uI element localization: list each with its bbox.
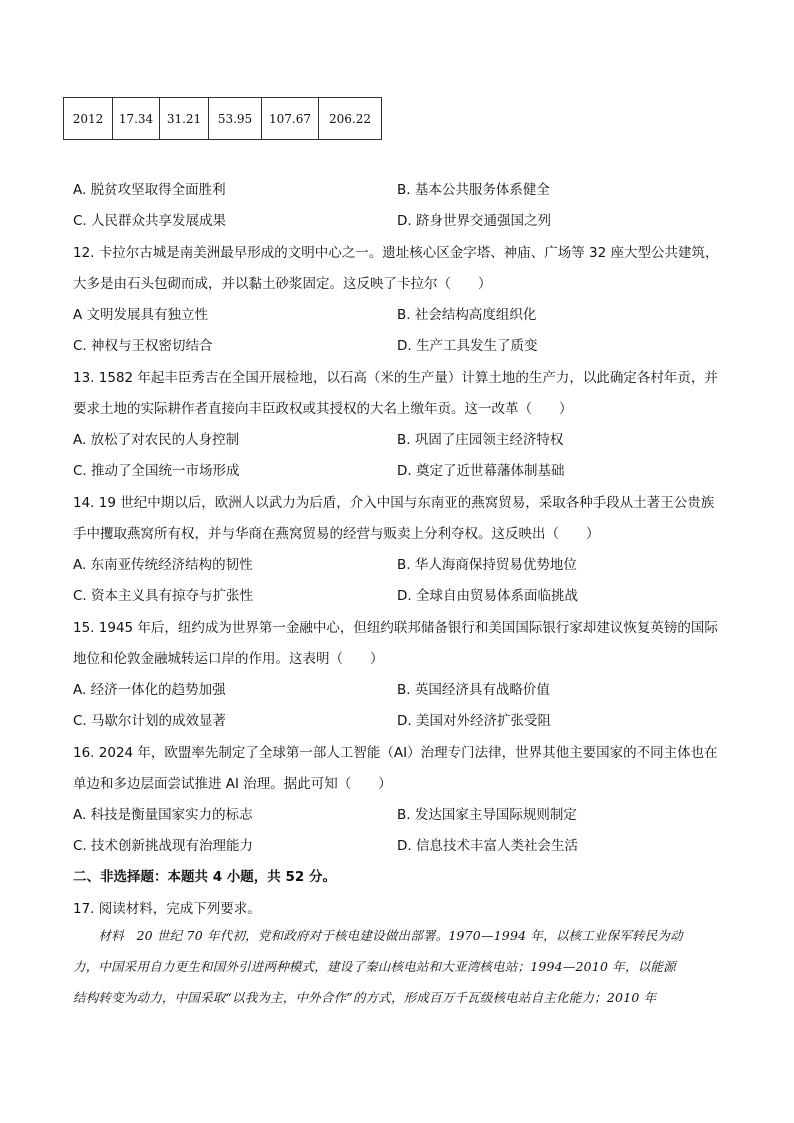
q16-option-d: D. 信息技术丰富人类社会生活 [397,838,578,854]
table-cell: 53.95 [209,98,262,140]
q13-option-b: B. 巩固了庄园领主经济特权 [397,432,564,448]
q14-option-d: D. 全球自由贸易体系面临挑战 [397,588,578,604]
q14-option-b: B. 华人海商保持贸易优势地位 [397,557,577,573]
q17-material [73,920,723,1013]
q12-option-c: C. 神权与王权密切结合 [73,338,213,354]
q16-stem-line1: 16. 2024 年，欧盟率先制定了全球第一部人工智能（AI）治理专门法律，世界其他主要国家的不同主体也在 [73,745,718,761]
q13-stem-line1: 13. 1582 年起丰臣秀吉在全国开展检地，以石高（米的生产量）计算土地的生产力，以此确定各村年贡，并 [73,370,718,386]
q12-stem-line2: 大多是由石头包砌而成，并以黏土砂浆固定。这反映了卡拉尔（ ） [73,276,492,292]
q15-option-d: D. 美国对外经济扩张受阻 [397,713,551,729]
q16-option-a: A. 科技是衡量国家实力的标志 [73,807,253,823]
q11-option-b: B. 基本公共服务体系健全 [397,182,550,198]
table-cell: 107.67 [262,98,319,140]
q12-option-d: D. 生产工具发生了质变 [397,338,538,354]
q11-option-a: A. 脱贫攻坚取得全面胜利 [73,182,226,198]
q12-option-b: B. 社会结构高度组织化 [397,307,537,323]
q14-stem-line2: 手中攫取燕窝所有权，并与华商在燕窝贸易的经营与贩卖上分利夺权。这反映出（ ） [73,526,600,542]
q12-stem-line1: 12. 卡拉尔古城是南美洲最早形成的文明中心之一。遗址核心区金字塔、神庙、广场等 32 座大型公共建筑， [73,245,719,261]
q14-option-a: A. 东南亚传统经济结构的韧性 [73,557,253,573]
q15-option-c: C. 马歇尔计划的成效显著 [73,713,227,729]
table-cell: 206.22 [319,98,382,140]
q16-stem-line2: 单边和多边层面尝试推进 AI 治理。据此可知（ ） [73,776,392,792]
q11-option-d: D. 跻身世界交通强国之列 [397,213,551,229]
material-line: 材料 20 世纪 70 年代初，党和政府对于核电建设做出部署。1970—1994 年，以核工业保军转民为动 [73,928,683,943]
q11-option-c: C. 人民群众共享发展成果 [73,213,227,229]
q12-option-a: A 文明发展具有独立性 [73,307,209,323]
section-heading: 二、非选择题：本题共 4 小题，共 52 分。 [73,869,336,885]
q13-option-c: C. 推动了全国统一市场形成 [73,463,240,479]
material-line: 结构转变为动力，中国采取“以我为主，中外合作”的方式，形成百万千瓦级核电站自主化能力；2010 年 [73,990,657,1005]
q13-stem-line2: 要求土地的实际耕作者直接向丰臣政权或其授权的大名上缴年贡。这一改革（ ） [73,401,573,417]
q17-intro: 17. 阅读材料，完成下列要求。 [73,901,261,917]
q13-option-a: A. 放松了对农民的人身控制 [73,432,240,448]
q13-option-d: D. 奠定了近世幕藩体制基础 [397,463,565,479]
q16-option-b: B. 发达国家主导国际规则制定 [397,807,577,823]
q14-stem-line1: 14. 19 世纪中期以后，欧洲人以武力为后盾，介入中国与东南亚的燕窝贸易，采取各种手段从土著王公贵族 [73,495,715,511]
q15-stem-line1: 15. 1945 年后，纽约成为世界第一金融中心，但纽约联邦储备银行和美国国际银行家却建议恢复英镑的国际 [73,620,718,636]
q14-option-c: C. 资本主义具有掠夺与扩张性 [73,588,254,604]
q15-option-b: B. 英国经济具有战略价值 [397,682,550,698]
q15-stem-line2: 地位和伦敦金融城转运口岸的作用。这表明（ ） [73,651,384,667]
q15-option-a: A. 经济一体化的趋势加强 [73,682,226,698]
material-line: 力，中国采用自力更生和国外引进两种模式，建设了秦山核电站和大亚湾核电站；1994—2010 年，以能源 [73,959,676,974]
table-row [64,98,382,140]
table-cell: 17.34 [113,98,160,140]
table-cell-year: 2012 [64,98,113,140]
q16-option-c: C. 技术创新挑战现有治理能力 [73,838,254,854]
table-cell: 31.21 [160,98,209,140]
data-table [63,97,382,140]
